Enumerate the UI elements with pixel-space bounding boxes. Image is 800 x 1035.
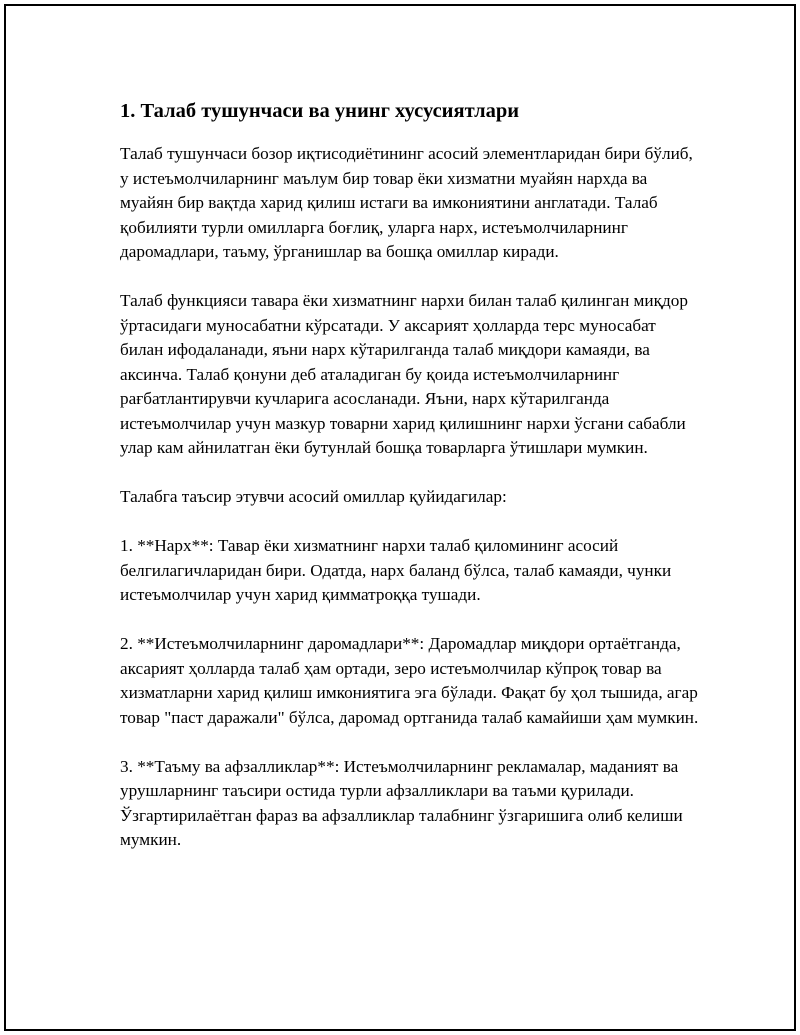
paragraph-factors-intro: Талабга таъсир этувчи асосий омиллар қуйидагилар: [120,487,507,506]
section-heading: 1. Талаб тушунчаси ва унинг хусусиятлари [120,100,520,122]
list-item-income: 2. **Истеъмолчиларнинг даромадлари**: Даромадлар миқдори ортаётганда, аксарият ҳолларда талаб ҳам ортади, зеро истеъмолчилар кўпроқ товар ва хизматларни харид қилиш имкониятига эга бўлади. Фақат бу ҳол тышида, агар товар "паст даражали" бўлса, даромад ортганида талаб камайиши ҳам мумкин. [120,634,699,727]
document-body [120,97,700,877]
paragraph-definition: Талаб тушунчаси бозор иқтисодиётининг асосий элементларидан бири бўлиб, у истеъмолчиларнинг маълум бир товар ёки хизматни муайян нархда ва муайян бир вақтда харид қилиш истаги ва имкониятини англатади. Талаб қобилияти турли омилларга боғлиқ, уларга нарх, истеъмолчиларнинг даромадлари, таъму, ўрганишлар ва бошқа омиллар киради. [120,144,693,261]
paragraph-demand-function: Талаб функцияси тавара ёки хизматнинг нархи билан талаб қилинган миқдор ўртасидаги муносабатни кўрсатади. У аксарият ҳолларда терс муносабат билан ифодаланади, яъни нарх кўтарилганда талаб миқдори камаяди, ва аксинча. Талаб қонуни деб аталадиган бу қоида истеъмолчиларнинг рағбатлантирувчи кучларига асосланади. Яъни, нарх кўтарилганда истеъмолчилар учун мазкур товарни харид қилишнинг нархи ўсгани сабабли улар кам айнилатган ёки бутунлай бошқа товарларга ўтишлари мумкин. [120,291,688,457]
page-frame [4,4,796,1031]
list-item-tastes: 3. **Таъму ва афзалликлар**: Истеъмолчиларнинг рекламалар, маданият ва урушларнинг таъсири остида турли афзалликлари ва таъми қурилади. Ўзгартирилаётган фараз ва афзалликлар талабнинг ўзгаришига олиб келиши мумкин. [120,756,683,849]
list-item-price: 1. **Нарх**: Тавар ёки хизматнинг нархи талаб қиломининг асосий белгилагичларидан бири. Одатда, нарх баланд бўлса, талаб камаяди, чунки истеъмолчилар учун харид қимматроққа тушади. [120,536,672,604]
